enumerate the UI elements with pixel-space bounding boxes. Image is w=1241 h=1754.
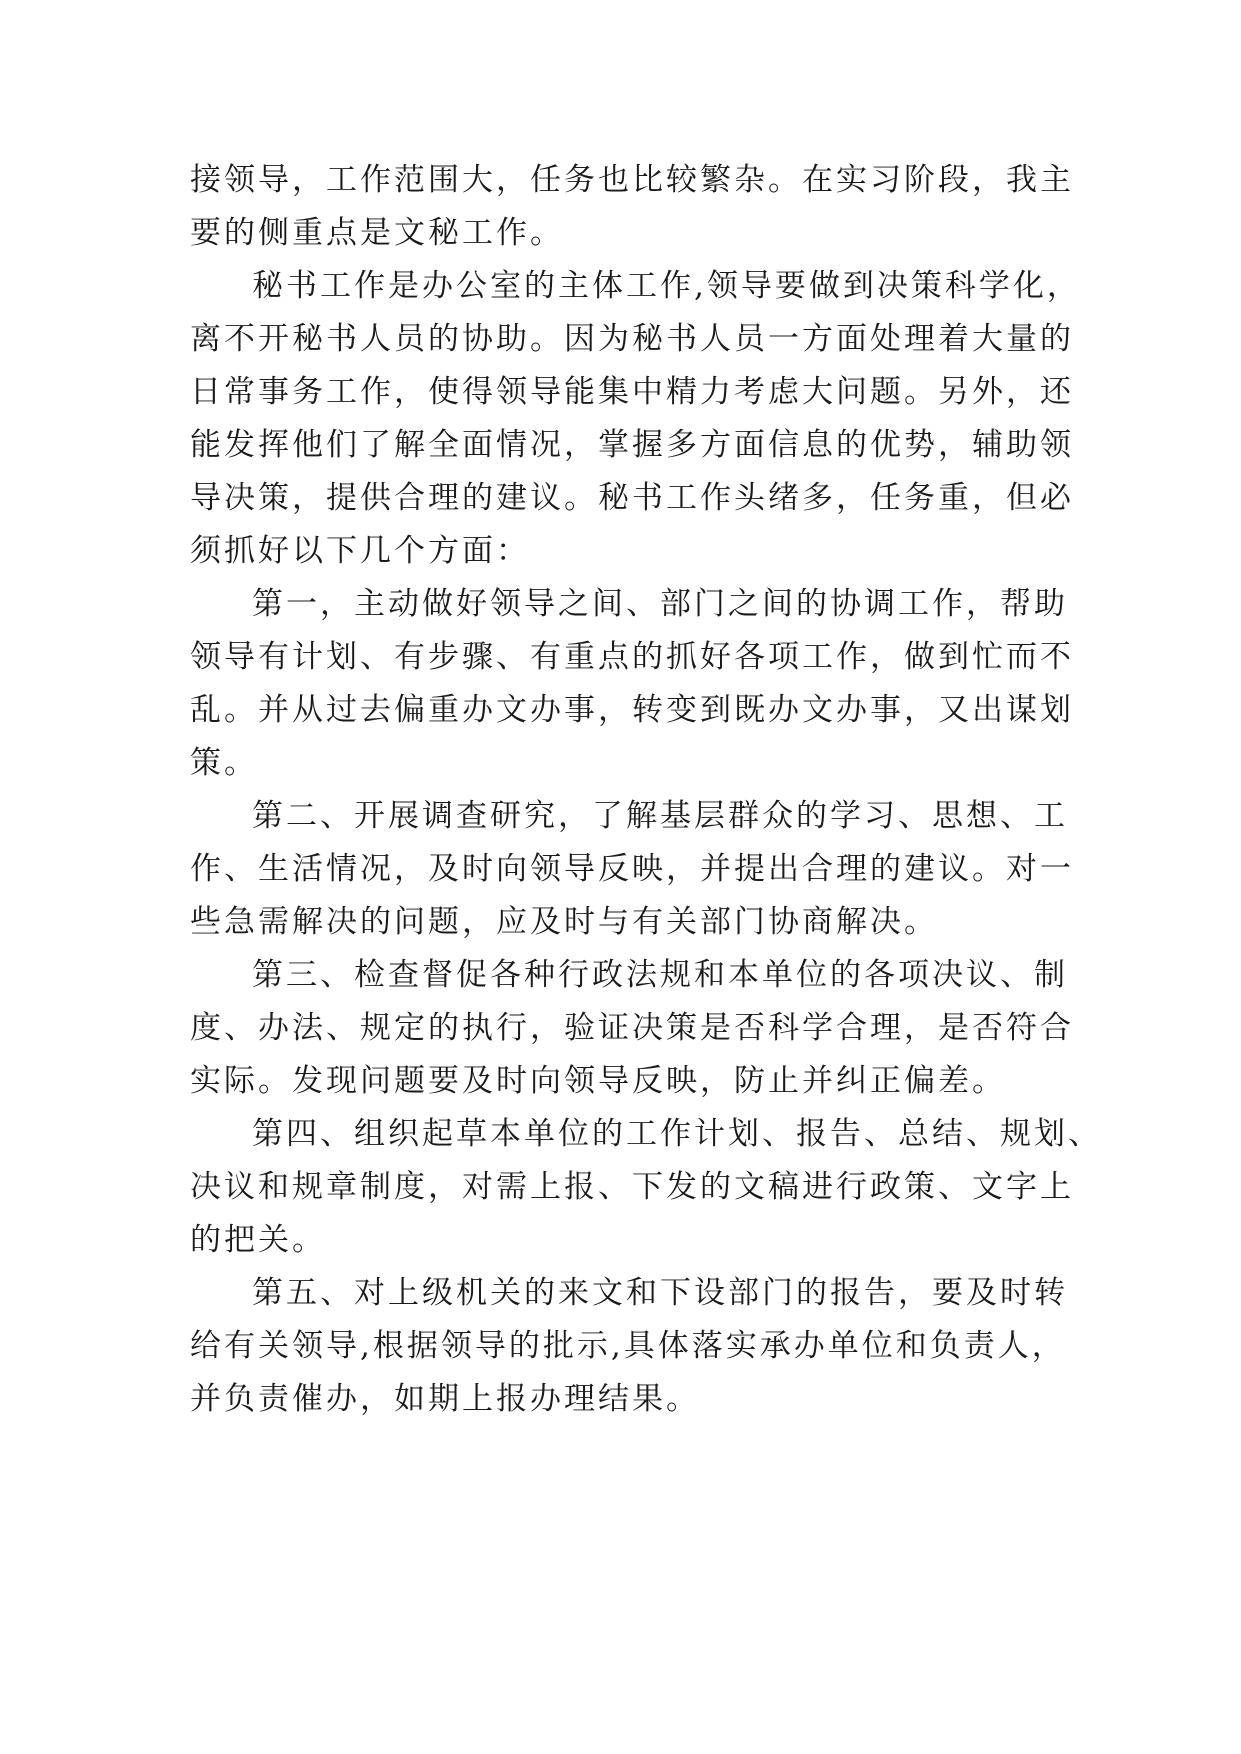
text-line: 导决策，提供合理的建议。秘书工作头绪多，任务重，但必 (190, 480, 1074, 516)
paragraph-start-line: 第四、组织起草本单位的工作计划、报告、总结、规划、 (252, 1116, 1102, 1152)
text-line: 接领导，工作范围大，任务也比较繁杂。在实习阶段，我主 (190, 162, 1074, 198)
text-line: 日常事务工作，使得领导能集中精力考虑大问题。另外，还 (190, 374, 1074, 410)
text-line: 决议和规章制度，对需上报、下发的文稿进行政策、文字上 (190, 1169, 1074, 1205)
text-line: 策。 (190, 745, 258, 781)
text-line: 领导有计划、有步骤、有重点的抓好各项工作，做到忙而不 (190, 639, 1074, 675)
text-line: 度、办法、规定的执行，验证决策是否科学合理，是否符合 (190, 1010, 1074, 1046)
text-line: 并负责催办，如期上报办理结果。 (190, 1381, 700, 1417)
text-line: 作、生活情况，及时向领导反映，并提出合理的建议。对一 (190, 851, 1074, 887)
text-line: 的把关。 (190, 1222, 326, 1258)
text-line: 实际。发现问题要及时向领导反映，防止并纠正偏差。 (190, 1063, 1006, 1099)
paragraph-start-line: 第一，主动做好领导之间、部门之间的协调工作，帮助 (252, 586, 1068, 622)
paragraph-start-line: 第三、检查督促各种行政法规和本单位的各项决议、制 (252, 957, 1068, 993)
text-line: 能发挥他们了解全面情况，掌握多方面信息的优势，辅助领 (190, 427, 1074, 463)
text-line: 须抓好以下几个方面： (190, 533, 530, 569)
text-line: 要的侧重点是文秘工作。 (190, 215, 564, 251)
text-line: 些急需解决的问题，应及时与有关部门协商解决。 (190, 904, 938, 940)
paragraph-start-line: 秘书工作是办公室的主体工作,领导要做到决策科学化， (252, 268, 1081, 304)
text-line: 离不开秘书人员的协助。因为秘书人员一方面处理着大量的 (190, 321, 1074, 357)
text-line: 乱。并从过去偏重办文办事，转变到既办文办事，又出谋划 (190, 692, 1074, 728)
paragraph-start-line: 第二、开展调查研究，了解基层群众的学习、思想、工 (252, 798, 1068, 834)
paragraph-start-line: 第五、对上级机关的来文和下设部门的报告，要及时转 (252, 1275, 1068, 1311)
text-line: 给有关领导,根据领导的批示,具体落实承办单位和负责人， (190, 1328, 1066, 1364)
